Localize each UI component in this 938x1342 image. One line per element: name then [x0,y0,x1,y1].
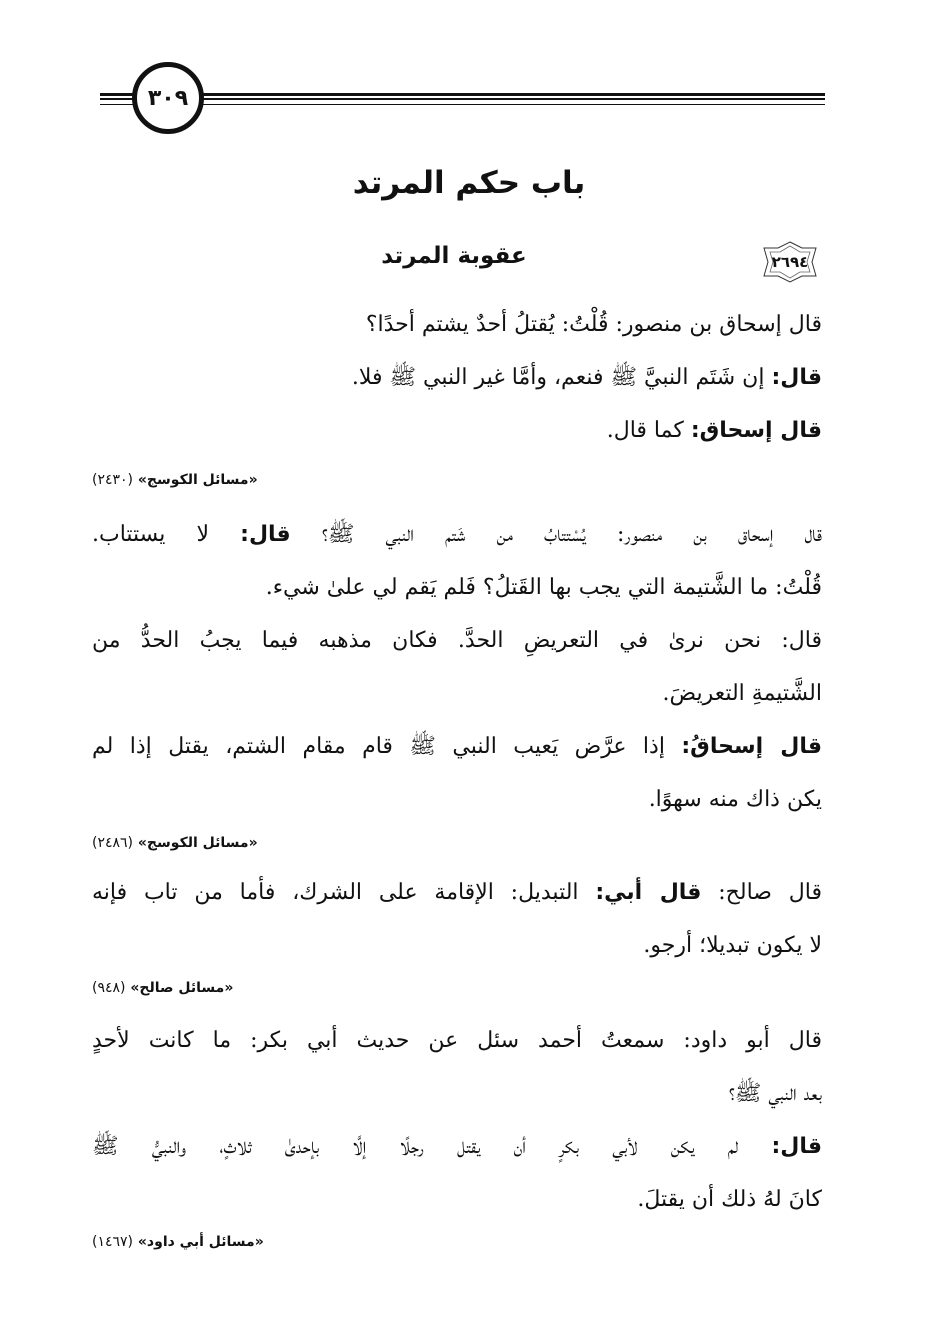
speaker-label: قال: [240,522,291,547]
text-span: كانَ لهُ ذلك أن يقتلَ. [637,1187,822,1212]
text-line [92,561,822,614]
header-rule-thin [100,104,825,105]
text-line [92,404,822,457]
section-number: ٢٦٩٤ [771,253,809,271]
source-citation [92,833,822,853]
text-line [92,720,822,773]
speaker-label: قال: [771,1134,822,1159]
text-line [92,508,822,561]
section-title: عقوبة المرتد [381,243,527,269]
text-span: يكن ذاك منه سهوًا. [648,787,822,812]
text-span: كما قال. [606,418,691,443]
source-book: «مسائل أبي داود» [137,1234,264,1250]
text-line [92,1067,822,1120]
text-span: قال إسحاق بن منصور: قُلْتُ: يُقتلُ أحدٌ يشتم أحدًا؟ [365,312,822,337]
text-span: قال: نحن نرىٰ في التعريضِ الحدَّ. فكان مذهبه فيما يجبُ الحدُّ من [92,628,822,653]
text-span: بعد النبي ﷺ؟ [728,1081,822,1106]
source-number: (٩٤٨) [92,980,126,996]
text-span: لم يكن لأبي بكرٍ أن يقتل رجلًا إلَّا بإحدىٰ ثلاثٍ، والنبيُّ ﷺ [92,1134,772,1159]
source-citation [92,978,822,998]
text-span: لا يستتاب. [92,522,241,547]
text-span: قال أبو داود: سمعتُ أحمد سئل عن حديث أبي بكر: ما كانت لأحدٍ [92,1028,822,1053]
source-book: «مسائل الكوسج» [137,472,258,488]
source-citation [92,1232,822,1252]
source-number: (٢٤٨٦) [92,835,134,851]
text-span: التبديل: الإقامة على الشرك، فأما من تاب فإنه [92,880,596,905]
text-line [92,614,822,667]
text-span: لا يكون تبديلا؛ أرجو. [643,933,822,958]
speaker-label: قال: [771,365,822,390]
text-span: إن شَتَم النبيَّ ﷺ فنعم، وأمَّا غير النبي ﷺ فلا. [351,365,772,390]
text-line [92,1173,822,1226]
text-line [92,919,822,972]
source-number: (١٤٦٧) [92,1234,134,1250]
text-line [92,866,822,919]
source-number: (٢٤٣٠) [92,472,134,488]
chapter-title: باب حكم المرتد [352,165,586,201]
text-line [92,1014,822,1067]
text-line [92,298,822,351]
speaker-label: قال إسحاق: [690,418,822,443]
page-number: ٣٠٩ [132,62,204,134]
text-line [92,773,822,826]
text-line [92,667,822,720]
section-number-badge [760,240,820,284]
header-rule [100,93,825,100]
text-span: قُلْتُ: ما الشَّتيمة التي يجب بها القَتلُ؟ فَلم يَقم لي علىٰ شيء. [265,575,822,600]
source-book: «مسائل صالح» [130,980,234,996]
text-span: الشَّتيمةِ التعريضَ. [662,681,822,706]
speaker-label: قال إسحاقُ: [681,734,822,759]
source-citation [92,470,822,490]
source-book: «مسائل الكوسج» [137,835,258,851]
text-line [92,351,822,404]
text-line [92,1120,822,1173]
text-span: قال إسحاق بن منصور: يُسْتتابُ من شَتم النبي ﷺ؟ [290,522,822,547]
text-span: إذا عرَّض يَعيب النبي ﷺ قام مقام الشتم، يقتل إذا لم [92,734,682,759]
speaker-label: قال أبي: [595,880,702,905]
text-span: قال صالح: [701,880,822,905]
